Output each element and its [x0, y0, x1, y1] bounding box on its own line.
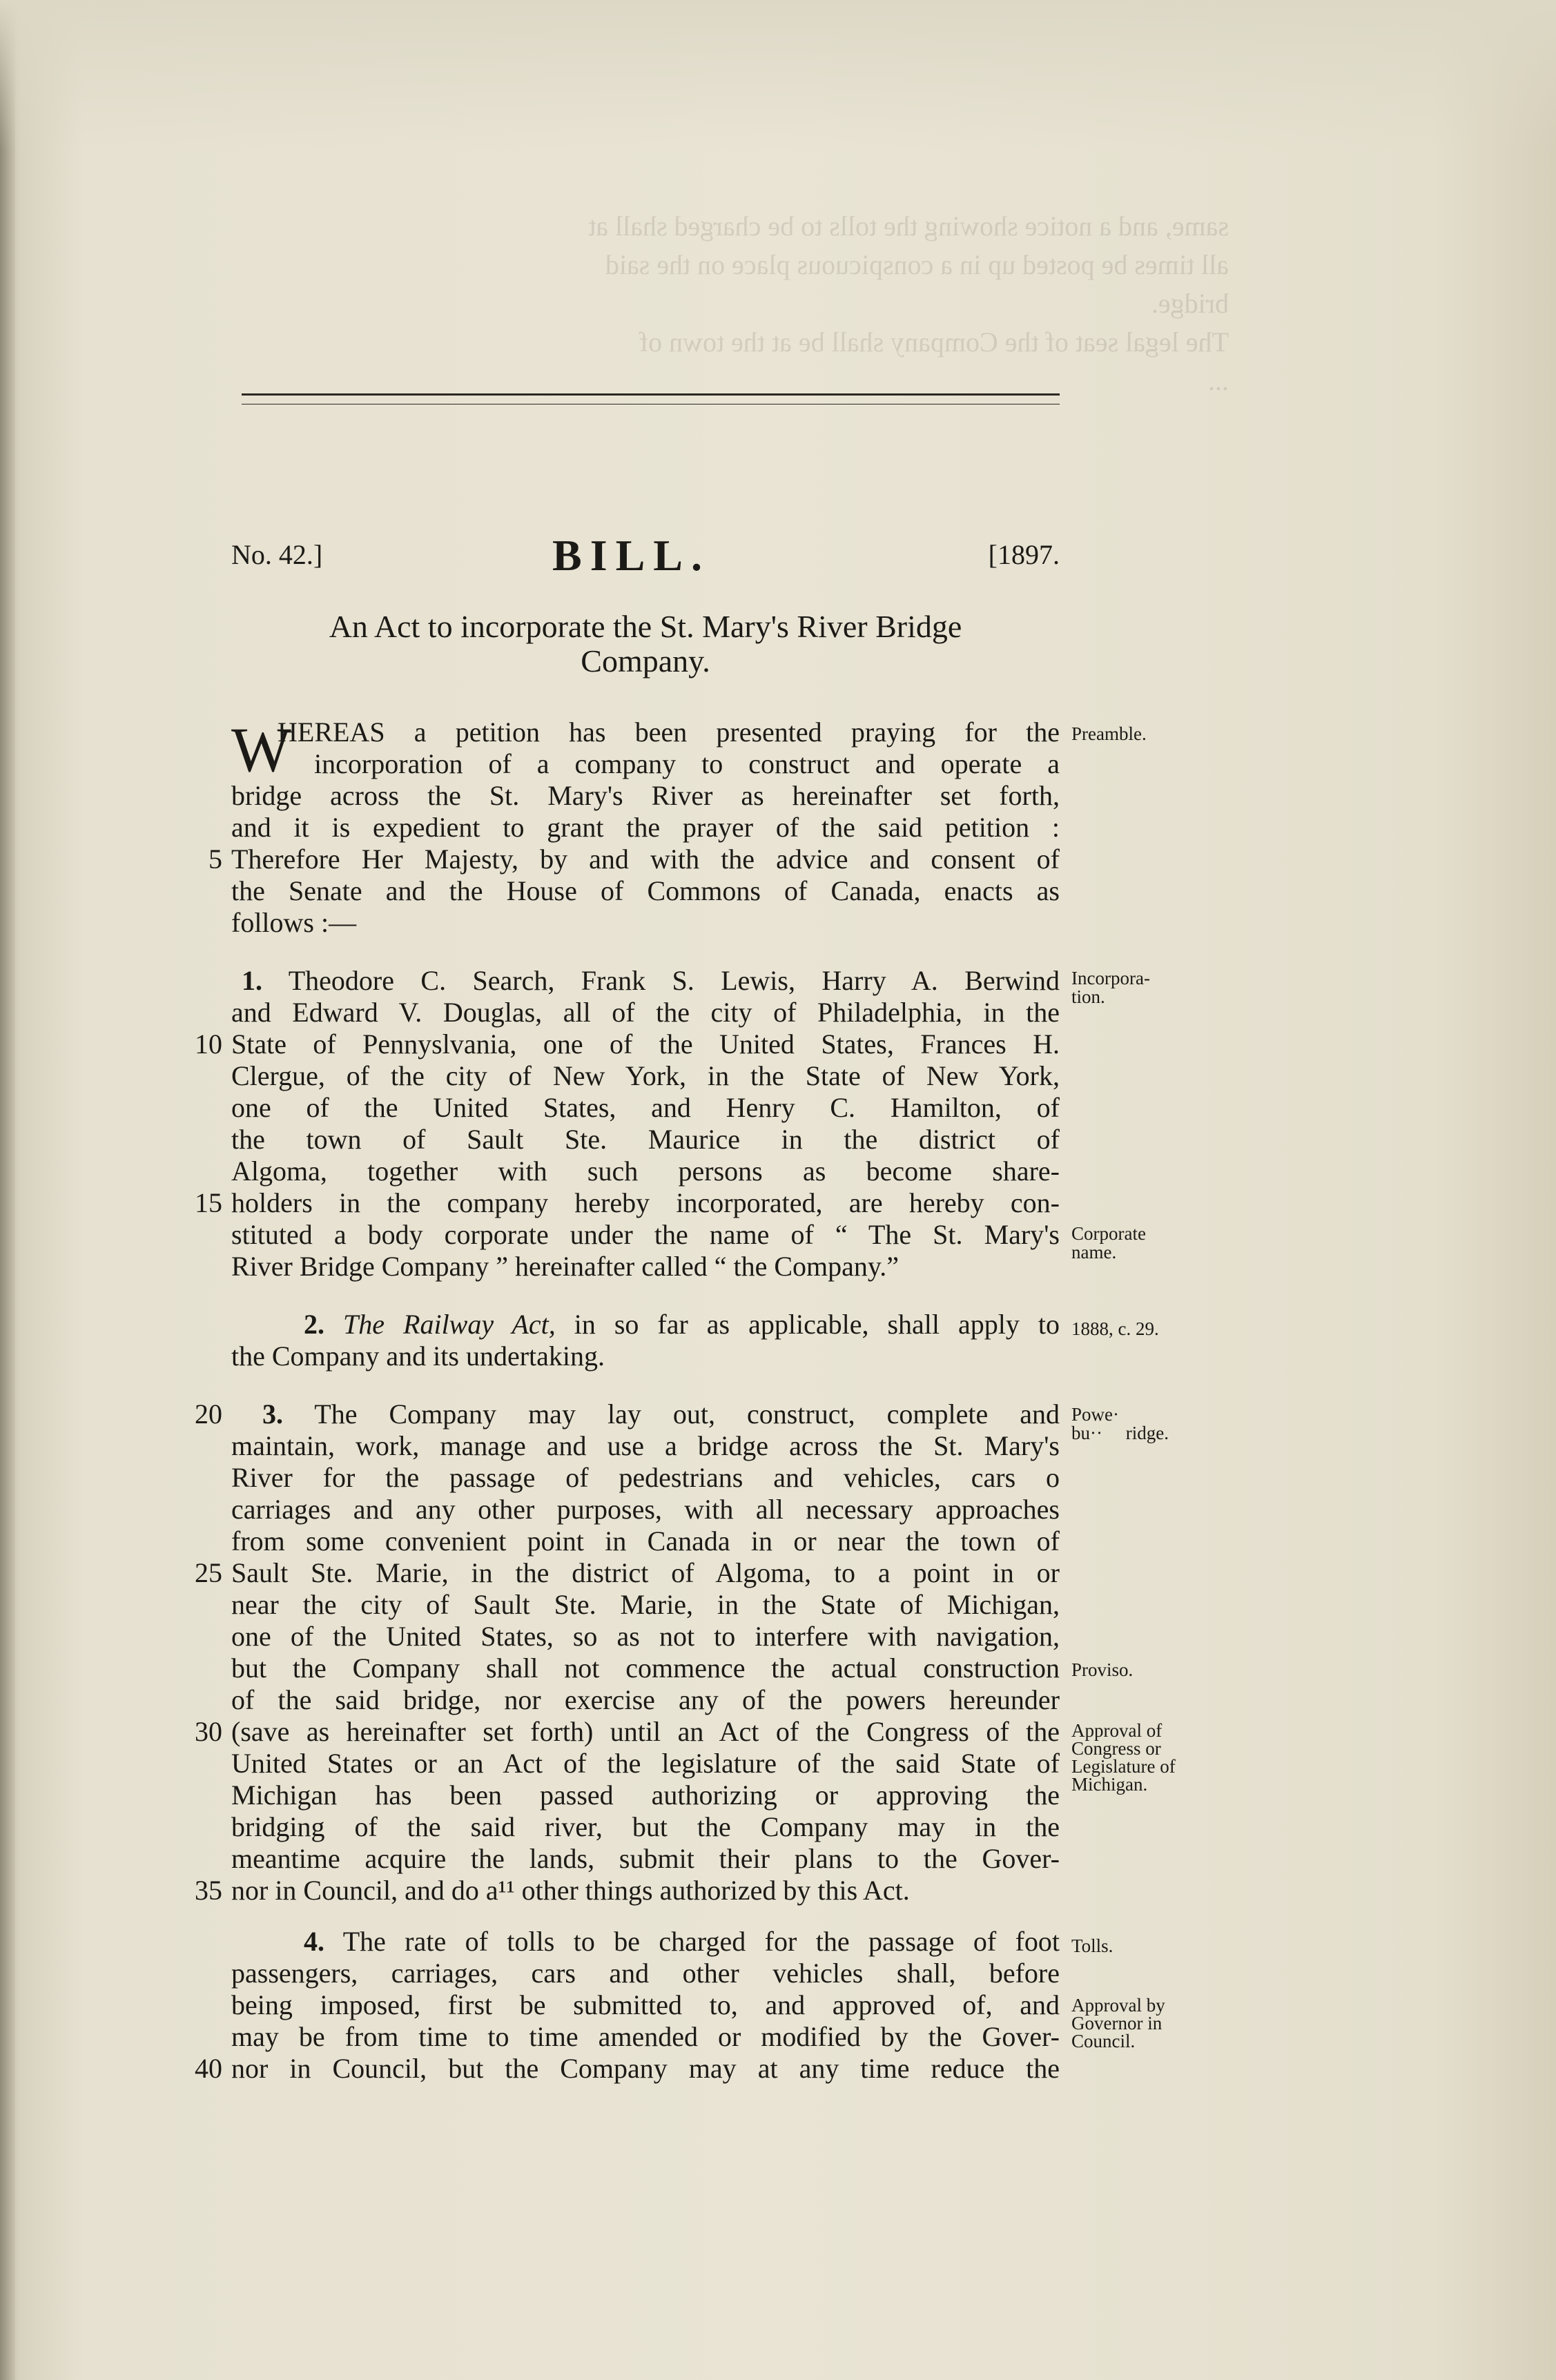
preamble-line: follows :—	[231, 907, 357, 938]
section-2-text: in so far as applicable, shall apply to	[574, 1309, 1060, 1340]
margin-note-line: Council.	[1071, 2031, 1136, 2051]
section-3-line: carriages and any other purposes, with all necessary approaches	[231, 1494, 1060, 1525]
margin-note-preamble: Preamble.	[1071, 723, 1147, 744]
act-title-line: Company.	[581, 643, 710, 679]
section-1-line: stituted a body corporate under the name of “ The St. Mary's	[231, 1219, 1060, 1250]
preamble-dropcap: W	[231, 714, 291, 785]
margin-note-corporate-name	[1071, 1225, 1146, 1262]
section-1-line: River Bridge Company ” hereinafter called “ the Company.”	[231, 1251, 899, 1282]
line-number: 25	[195, 1557, 222, 1588]
section-1-line-first	[242, 965, 1060, 997]
show-through-text	[262, 207, 1229, 396]
margin-note-line: Governor in	[1071, 2013, 1163, 2033]
section-3-line: of the said bridge, nor exercise any of the powers hereunder	[231, 1684, 1060, 1715]
margin-note-line: Michigan.	[1071, 1774, 1148, 1795]
paper-top-shading	[0, 0, 1556, 152]
line-number: 10	[195, 1028, 222, 1060]
show-through-line: same, and a notice showing the tolls to be charged shall at	[588, 211, 1229, 242]
line-number: 40	[195, 2053, 222, 2084]
margin-note-proviso: Proviso.	[1071, 1659, 1134, 1680]
show-through-line: all times be posted up in a conspicuous place on the said	[605, 249, 1229, 280]
margin-note-incorporation	[1071, 969, 1150, 1006]
margin-note-line: Powe·	[1071, 1404, 1119, 1425]
line-number: 5	[208, 843, 222, 875]
section-2-line: the Company and its undertaking.	[231, 1340, 605, 1372]
margin-note-line: Incorpora-	[1071, 968, 1150, 988]
section-1-line: Algoma, together with such persons as become share-	[231, 1155, 1060, 1187]
section-4-number: 4.	[304, 1926, 324, 1957]
section-2-number: 2.	[304, 1309, 324, 1340]
show-through-line: bridge.	[1151, 288, 1229, 319]
section-1-text: Theodore C. Search, Frank S. Lewis, Harry A. Berwind	[288, 965, 1060, 996]
preamble-line: and it is expedient to grant the prayer of the said petition :	[231, 812, 1060, 843]
show-through-line: ...	[1208, 365, 1229, 396]
preamble-line: bridge across the St. Mary's River as hereinafter set forth,	[231, 780, 1060, 811]
margin-note-line: Approval of	[1071, 1720, 1163, 1741]
preamble-line: incorporation of a company to construct and operate a	[314, 748, 1060, 779]
show-through-line: The legal seat of the Company shall be at the town of	[639, 326, 1229, 358]
margin-note-line: name.	[1071, 1242, 1117, 1262]
section-3-line: maintain, work, manage and use a bridge across the St. Mary's	[231, 1430, 1060, 1461]
section-3-number: 3.	[262, 1398, 283, 1430]
section-3-line: bridging of the said river, but the Company may in the	[231, 1811, 1060, 1842]
section-3-line: from some convenient point in Canada in or near the town of	[231, 1525, 1060, 1557]
section-1-line: one of the United States, and Henry C. Hamilton, of	[231, 1092, 1060, 1123]
bill-number: No. 42.]	[231, 539, 323, 570]
section-1-line: Clergue, of the city of New York, in the State of New York,	[231, 1060, 1060, 1091]
section-4-line: nor in Council, but the Company may at any time reduce the	[231, 2053, 1060, 2084]
section-2-line-first	[304, 1309, 1060, 1340]
margin-note-approval-governor	[1071, 1996, 1165, 2050]
line-number: 15	[195, 1187, 222, 1218]
section-4-text: The rate of tolls to be charged for the passage of foot	[342, 1926, 1060, 1957]
section-3-line: (save as hereinafter set forth) until an Act of the Congress of the	[231, 1716, 1060, 1747]
margin-note-line: Approval by	[1071, 1995, 1165, 2016]
section-3-line: one of the United States, so as not to interfere with navigation,	[231, 1621, 1060, 1652]
header-rule-thick	[242, 393, 1060, 396]
line-number: 20	[195, 1398, 222, 1430]
railway-act-reference: The Railway Act,	[343, 1309, 556, 1340]
margin-note-approval-congress	[1071, 1721, 1176, 1793]
margin-note-tolls: Tolls.	[1071, 1935, 1113, 1956]
section-3-line: but the Company shall not commence the actual construction	[231, 1652, 1060, 1684]
bill-header	[231, 530, 1060, 585]
preamble-line: the Senate and the House of Commons of Canada, enacts as	[231, 875, 1060, 906]
margin-note-power	[1071, 1405, 1169, 1443]
section-3-text: The Company may lay out, construct, complete and	[314, 1398, 1060, 1430]
bill-year: [1897.	[988, 539, 1060, 570]
act-title-line: An Act to incorporate the St. Mary's River Bridge	[329, 609, 962, 644]
preamble-line: Therefore Her Majesty, by and with the advice and consent of	[231, 843, 1060, 875]
act-title	[231, 609, 1060, 679]
section-4-line: may be from time to time amended or modified by the Gover-	[231, 2021, 1060, 2052]
section-3-line: Sault Ste. Marie, in the district of Algoma, to a point in or	[231, 1557, 1060, 1588]
section-3-line-first	[262, 1398, 1060, 1430]
margin-note-line: Corporate	[1071, 1223, 1146, 1244]
margin-note-line: bu·· ridge.	[1071, 1423, 1169, 1443]
section-1-line: State of Pennyslvania, one of the United States, Frances H.	[231, 1028, 1060, 1060]
bill-heading: BILL.	[552, 531, 710, 580]
section-1-line: holders in the company hereby incorporated, are hereby con-	[231, 1187, 1060, 1218]
section-3-line: Michigan has been passed authorizing or approving the	[231, 1779, 1060, 1811]
margin-note-act-reference: 1888, c. 29.	[1071, 1318, 1159, 1339]
section-4-line: being imposed, first be submitted to, and approved of, and	[231, 1989, 1060, 2020]
preamble-line: HEREAS a petition has been presented praying for the	[278, 716, 1060, 748]
section-4-line-first	[304, 1926, 1060, 1958]
section-3-line: United States or an Act of the legislature of the said State of	[231, 1748, 1060, 1779]
margin-note-line: Legislature of	[1071, 1756, 1176, 1777]
line-number: 30	[195, 1716, 222, 1747]
section-3-line: nor in Council, and do a¹¹ other things authorized by this Act.	[231, 1875, 910, 1906]
section-1-line: and Edward V. Douglas, all of the city of Philadelphia, in the	[231, 997, 1060, 1028]
section-1-number: 1.	[242, 965, 262, 996]
line-number: 35	[195, 1875, 222, 1906]
margin-note-line: Congress or	[1071, 1738, 1161, 1759]
page-spine-shadow	[0, 0, 15, 2380]
section-3-line: near the city of Sault Ste. Marie, in the State of Michigan,	[231, 1589, 1060, 1620]
section-3-line: meantime acquire the lands, submit their plans to the Gover-	[231, 1843, 1060, 1874]
section-4-line: passengers, carriages, cars and other vehicles shall, before	[231, 1958, 1060, 1989]
section-1-line: the town of Sault Ste. Maurice in the district of	[231, 1124, 1060, 1155]
margin-note-line: tion.	[1071, 986, 1105, 1007]
section-3-line: River for the passage of pedestrians and vehicles, cars o	[231, 1462, 1060, 1493]
